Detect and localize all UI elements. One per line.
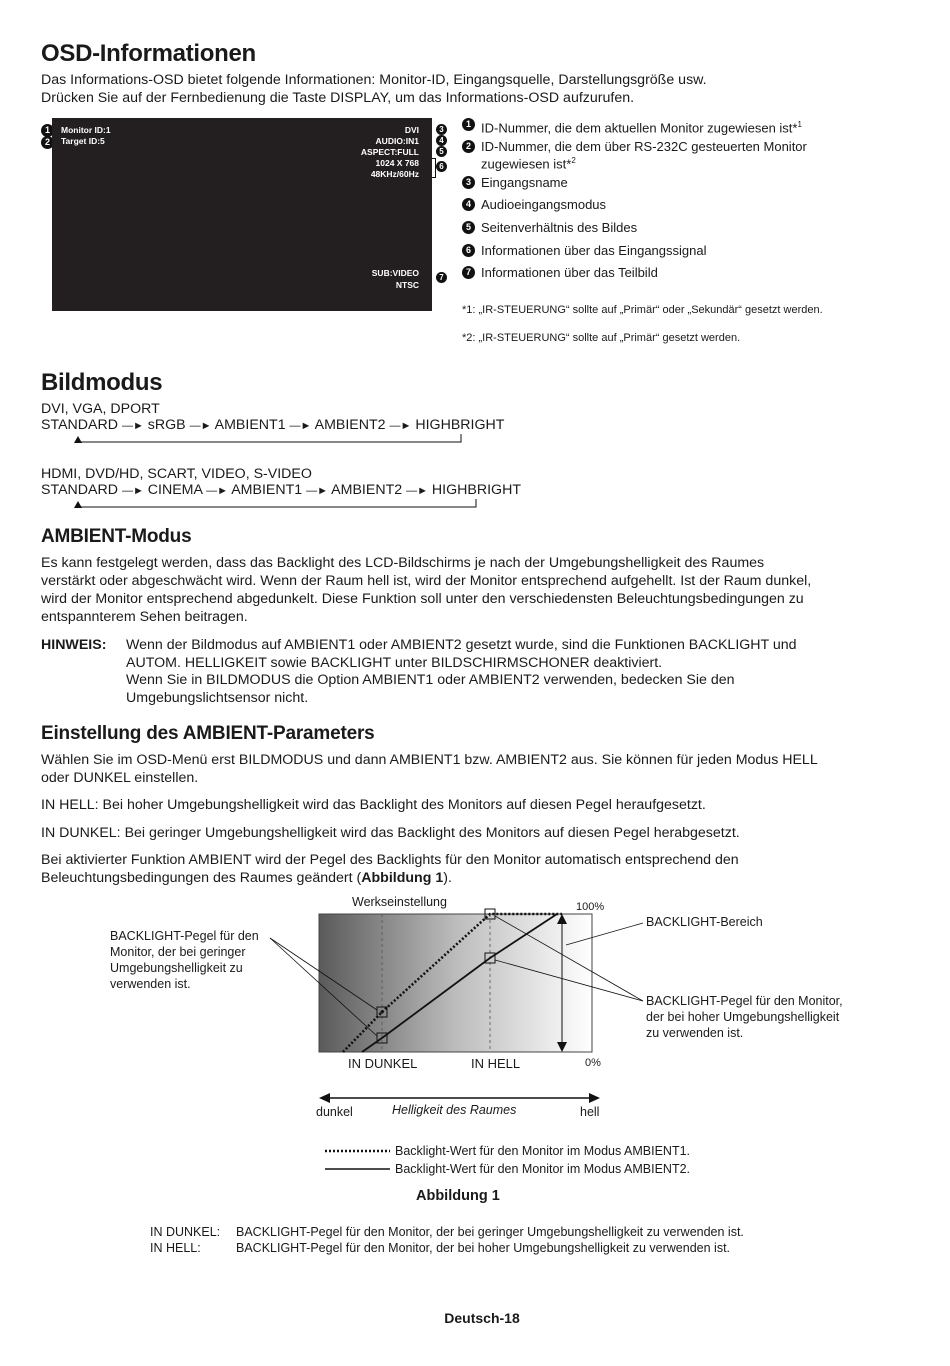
- bildmodus-group2-label: HDMI, DVD/HD, SCART, VIDEO, S-VIDEO: [41, 466, 312, 482]
- label-100-percent: 100%: [576, 901, 605, 913]
- figure-reference: Abbildung 1: [361, 870, 444, 886]
- label-dunkel: dunkel: [316, 1105, 353, 1119]
- osd-frequency: 48KHz/60Hz: [370, 169, 419, 179]
- marker-1: 1: [41, 124, 54, 137]
- osd-aspect: ASPECT:FULL: [360, 147, 419, 157]
- osd-target-id: Target ID:5: [61, 136, 105, 146]
- osd-sub: SUB:VIDEO: [371, 268, 419, 278]
- definition-term-in-hell: IN HELL:: [150, 1241, 201, 1255]
- label-backlight-bereich: BACKLIGHT-Bereich: [646, 915, 763, 929]
- note-line-3: Wenn Sie in BILDMODUS die Option AMBIENT1 oder AMBIENT2 verwenden, bedecken Sie den: [126, 672, 735, 688]
- section-title-bildmodus: Bildmodus: [41, 369, 163, 396]
- osd-sub-signal: NTSC: [395, 280, 419, 290]
- footnote-1: *1: „IR-STEUERUNG“ sollte auf „Primär“ oder „Sekundär“ gesetzt werden.: [462, 304, 823, 316]
- note-line-4: Umgebungslichtsensor nicht.: [126, 690, 309, 706]
- param-p1-line-1: Wählen Sie im OSD-Menü erst BILDMODUS und dann AMBIENT1 bzw. AMBIENT2 aus. Sie können für jeden Modus HELL: [41, 752, 818, 768]
- note-line-1: Wenn der Bildmodus auf AMBIENT1 oder AMBIENT2 gesetzt wurde, sind die Funktionen BACKLIGHT und: [126, 637, 797, 653]
- arrow-right-icon: —►: [389, 420, 412, 432]
- bildmodus-flow-2: [41, 482, 521, 498]
- osd-audio: AUDIO:IN1: [375, 136, 419, 146]
- arrow-right-icon: —►: [121, 420, 144, 432]
- arrow-right-icon: —►: [306, 485, 328, 497]
- osd-screen-example: [52, 118, 432, 311]
- loop-back-arrow-icon: [70, 499, 485, 513]
- label-werkseinstellung: Werkseinstellung: [352, 895, 447, 909]
- arrow-right-icon: —►: [121, 485, 144, 497]
- arrow-right-icon: —►: [289, 420, 312, 432]
- marker-6: 6: [436, 161, 447, 172]
- note-line-2: AUTOM. HELLIGKEIT sowie BACKLIGHT unter BILDSCHIRMSCHONER deaktiviert.: [126, 655, 663, 671]
- param-p4-line-2: Beleuchtungsbedingungen des Raumes geändert (Abbildung 1).: [41, 870, 452, 886]
- label-helligkeit: Helligkeit des Raumes: [392, 1103, 517, 1117]
- right-note: BACKLIGHT-Pegel für den Monitor, der bei hoher Umgebungshelligkeit zu verwenden ist.: [646, 994, 843, 1040]
- osd-input: DVI: [404, 125, 419, 135]
- param-p1-line-2: oder DUNKEL einstellen.: [41, 770, 199, 786]
- mode-standard: STANDARD: [41, 417, 118, 433]
- osd-resolution: 1024 X 768: [375, 158, 419, 168]
- note-label: HINWEIS:: [41, 637, 107, 653]
- ambient-para-line-1: Es kann festgelegt werden, dass das Backlight des LCD-Bildschirms je nach der Umgebungshelligkeit des Raumes: [41, 555, 765, 571]
- osd-monitor-id: Monitor ID:1: [61, 125, 111, 135]
- definition-term-in-dunkel: IN DUNKEL:: [150, 1225, 221, 1239]
- mode-srgb: sRGB: [147, 417, 186, 433]
- ambient-para-line-3: wird der Monitor entsprechend abgedunkelt. Diese Funktion soll unter den verschiedensten Beleuchtungsbedingungen zu: [41, 591, 804, 607]
- definition-desc-in-hell: BACKLIGHT-Pegel für den Monitor, der bei hoher Umgebungshelligkeit zu verwenden ist.: [236, 1241, 731, 1255]
- mode-cinema: CINEMA: [147, 482, 203, 498]
- bildmodus-group1-label: DVI, VGA, DPORT: [41, 401, 160, 417]
- marker-2: 2: [41, 136, 54, 149]
- definition-desc-in-dunkel: BACKLIGHT-Pegel für den Monitor, der bei geringer Umgebungshelligkeit zu verwenden ist.: [236, 1225, 744, 1239]
- loop-back-arrow-icon: [70, 434, 470, 448]
- marker-5: 5: [436, 146, 447, 157]
- label-0-percent: 0%: [585, 1057, 601, 1069]
- mode-ambient1: AMBIENT1: [214, 417, 286, 433]
- arrow-right-icon: —►: [406, 485, 428, 497]
- mode-highbright: HIGHBRIGHT: [431, 482, 521, 498]
- label-hell: hell: [580, 1105, 600, 1119]
- mode-ambient1: AMBIENT1: [231, 482, 303, 498]
- marker-4: 4: [436, 135, 447, 146]
- param-p3: IN DUNKEL: Bei geringer Umgebungshelligkeit wird das Backlight des Monitors auf diesen Pegel herabgesetzt.: [41, 825, 740, 841]
- mode-standard: STANDARD: [41, 482, 118, 498]
- osd-intro-line-2: Drücken Sie auf der Fernbedienung die Taste DISPLAY, um das Informations-OSD aufzurufen.: [41, 90, 635, 106]
- marker-3: 3: [436, 124, 447, 135]
- marker-7: 7: [436, 272, 447, 283]
- section-title-osd: OSD-Informationen: [41, 40, 256, 67]
- mode-ambient2: AMBIENT2: [331, 482, 403, 498]
- param-p2: IN HELL: Bei hoher Umgebungshelligkeit wird das Backlight des Monitors auf diesen Pegel heraufgesetzt.: [41, 797, 706, 813]
- label-in-dunkel: IN DUNKEL: [348, 1056, 418, 1071]
- arrow-right-icon: —►: [206, 485, 229, 497]
- figure-caption: Abbildung 1: [416, 1188, 500, 1204]
- label-in-hell: IN HELL: [471, 1056, 521, 1071]
- page-footer: Deutsch-18: [444, 1310, 520, 1326]
- ambient-para-line-2: verstärkt oder abgeschwächt wird. Wenn der Raum hell ist, wird der Monitor entsprechend aufgehellt. Ist der Raum dunkel,: [41, 573, 812, 589]
- legend-ambient1: Backlight-Wert für den Monitor im Modus AMBIENT1.: [395, 1144, 691, 1158]
- param-p4-line-1: Bei aktivierter Funktion AMBIENT wird der Pegel des Backlights für den Monitor automatisch entsprechend den: [41, 852, 739, 868]
- footnote-2: *2: „IR-STEUERUNG“ sollte auf „Primär“ gesetzt werden.: [462, 332, 741, 344]
- bildmodus-flow-1: [41, 417, 504, 433]
- ambient-para-line-4: entspannterem Sehen beitragen.: [41, 609, 248, 625]
- osd-intro-line-1: Das Informations-OSD bietet folgende Informationen: Monitor-ID, Eingangsquelle, Darstellungsgröße usw.: [41, 72, 707, 88]
- legend-ambient2: Backlight-Wert für den Monitor im Modus AMBIENT2.: [395, 1162, 691, 1176]
- left-note: BACKLIGHT-Pegel für den Monitor, der bei geringer Umgebungshelligkeit zu verwenden ist.: [110, 929, 259, 991]
- section-title-ambient-param: Einstellung des AMBIENT-Parameters: [41, 723, 375, 744]
- arrow-right-icon: —►: [189, 420, 212, 432]
- mode-highbright: HIGHBRIGHT: [415, 417, 505, 433]
- section-title-ambient-modus: AMBIENT-Modus: [41, 526, 192, 547]
- mode-ambient2: AMBIENT2: [314, 417, 386, 433]
